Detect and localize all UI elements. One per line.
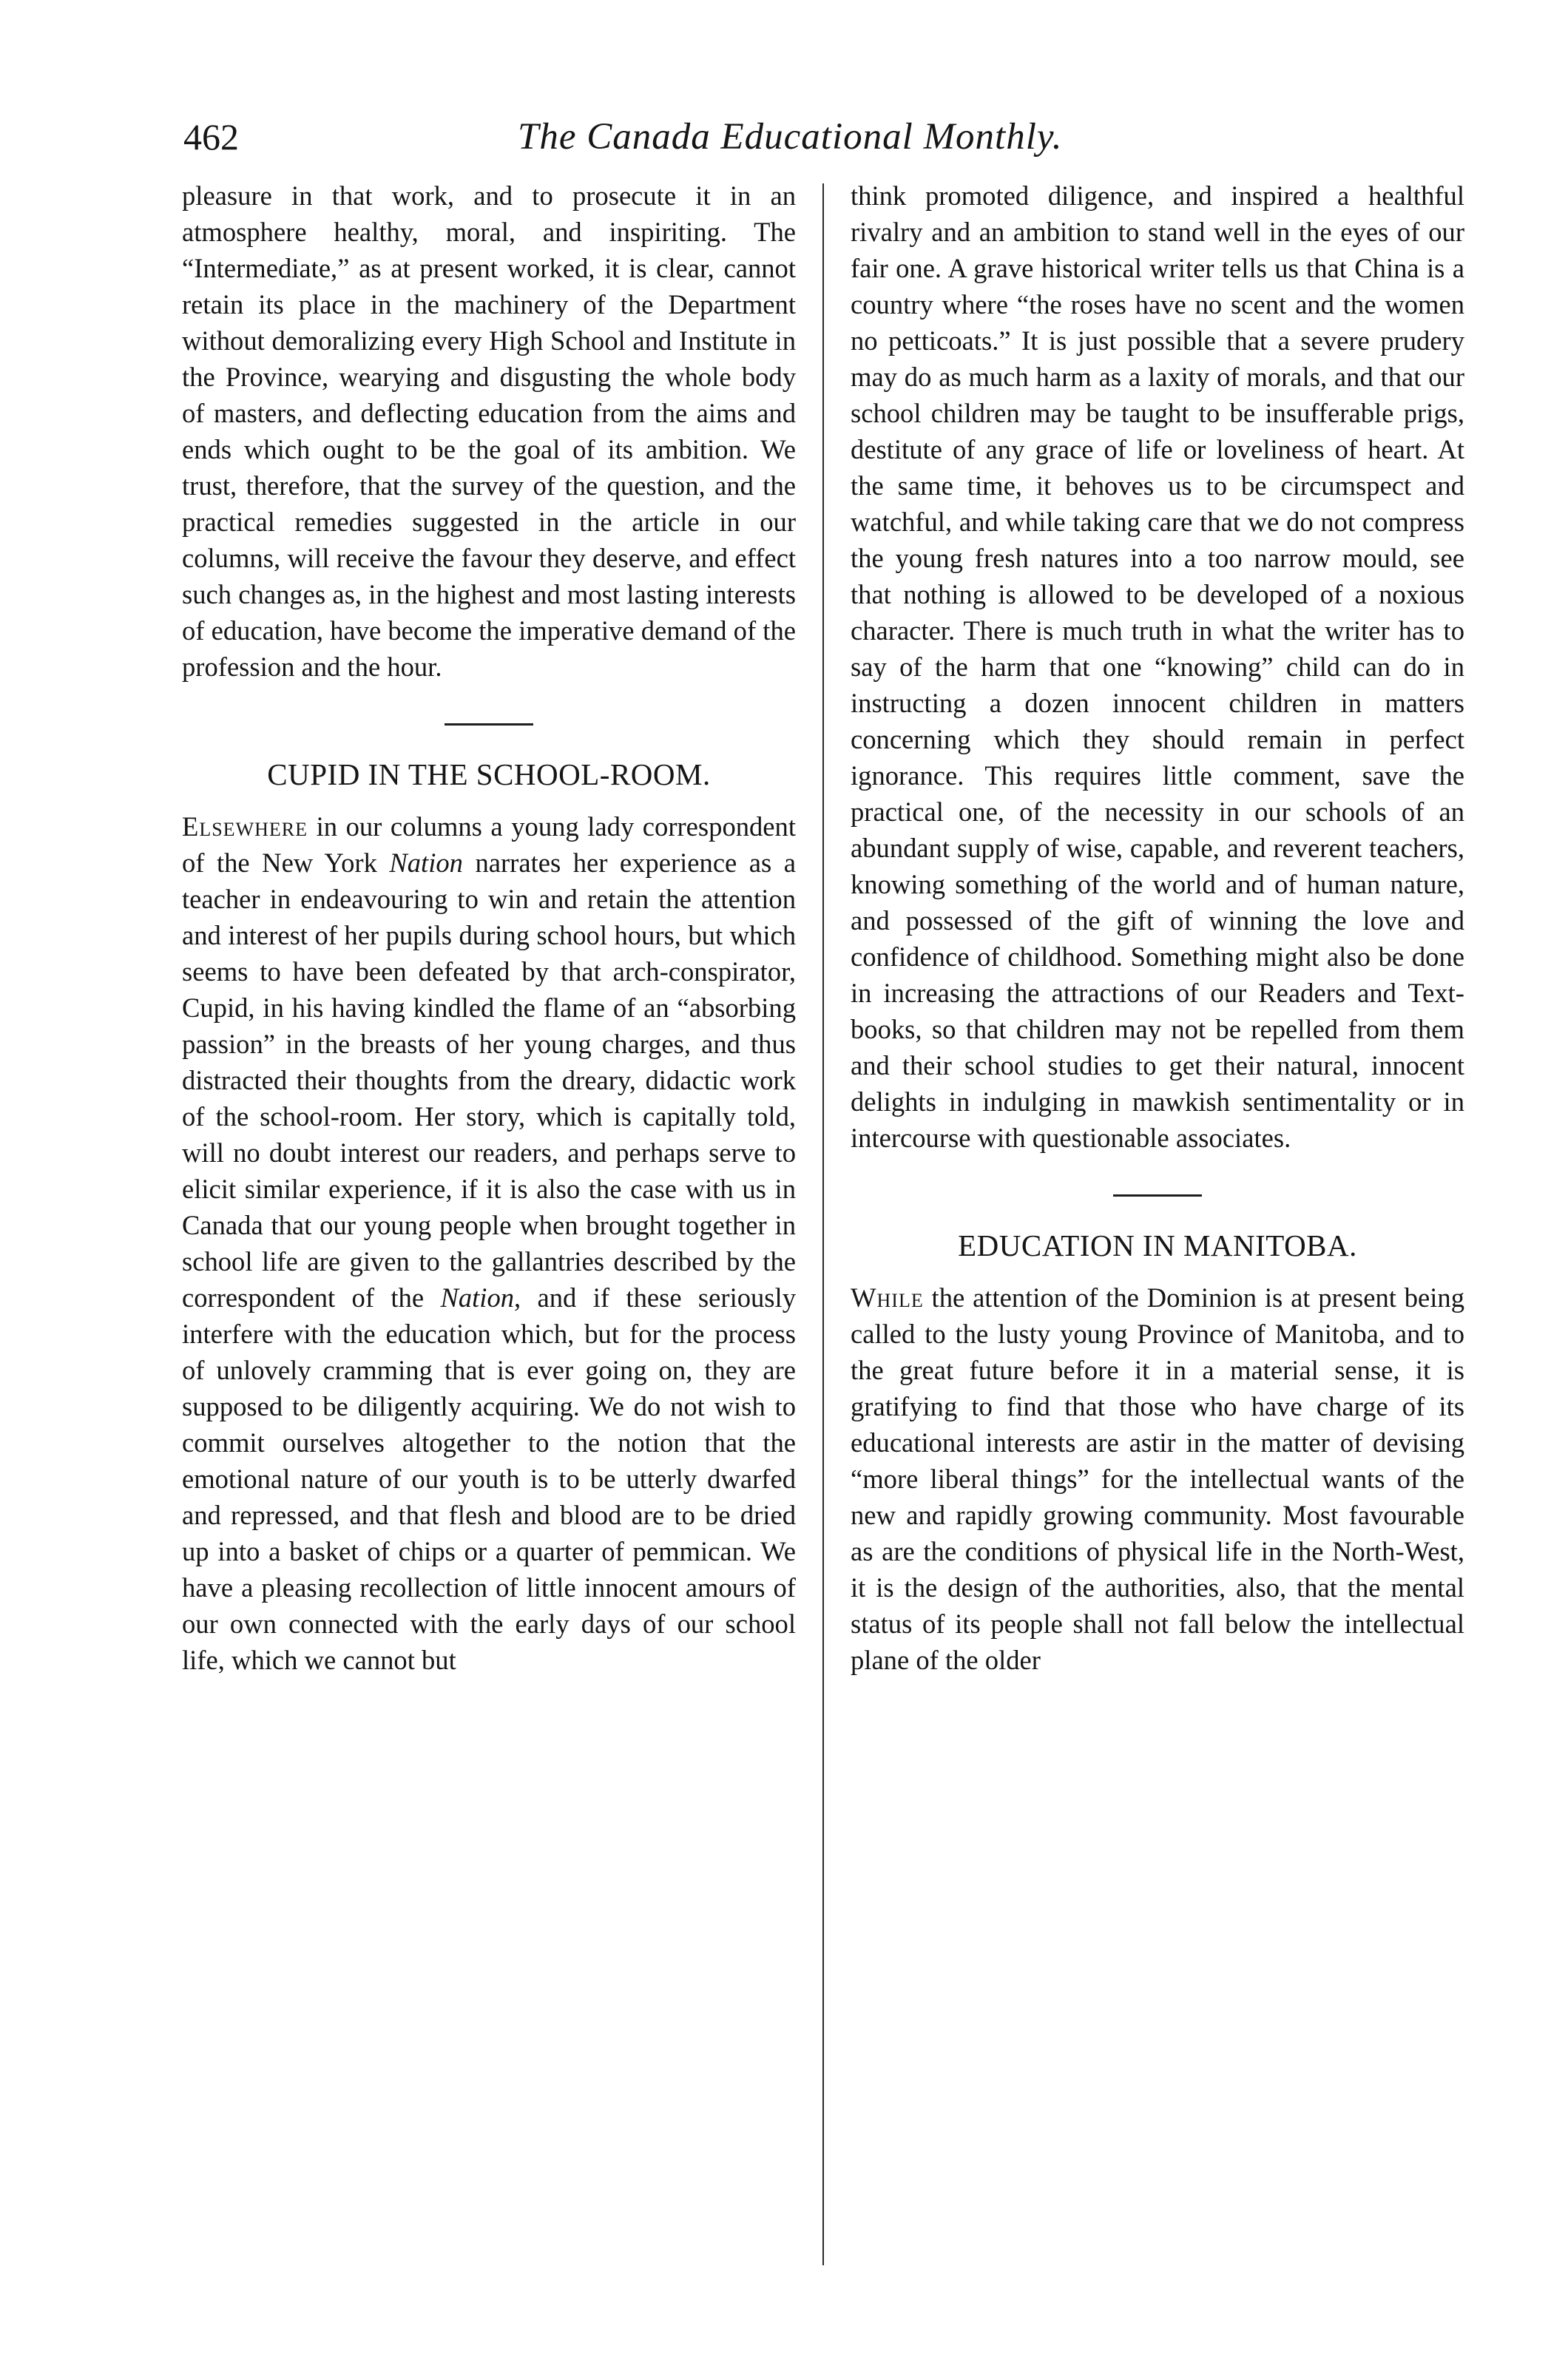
manitoba-section-heading: EDUCATION IN MANITOBA.	[958, 1228, 1357, 1262]
running-head	[183, 111, 1522, 163]
left-column	[182, 177, 796, 1678]
cupid-text-3: , and if these seriously interfere with the education which, but for the process of unlovely cramming that is ever going on, they are supposed to be diligently acquiring. We do not wish to commit ourselves altogether to the notion that the emotional nature of our youth is to be utterly dwarfed and repressed, and that flesh and blood are to be dried up into a basket of chips or a quarter of pemmican. We have a pleasing recollection of little innocent amours of our own connected with the early days of our school life, which we cannot but	[182, 1282, 796, 1675]
section-divider	[1113, 1194, 1202, 1197]
nation-title-1: Nation	[389, 848, 463, 878]
cupid-continued-paragraph: think promoted diligence, and inspired a healthful rivalry and an ambition to stand well in the eyes of our fair one. A grave historical writer tells us that China is a country where “the roses have no scent and the women no petticoats.” It is just possible that a severe prudery may do as much harm as a laxity of morals, and that our school children may be taught to be insufferable prigs, destitute of any grace of life or loveliness of heart. At the same time, it behoves us to be circumspect and watchful, and while taking care that we do not compress the young fresh natures into a too narrow mould, see that nothing is allowed to be developed of a noxious character. There is much truth in what the writer has to say of the harm that one “knowing” child can do in instructing a dozen innocent children in matters concerning which they should remain in perfect ignorance. This requires little comment, save the practical one, of the necessity in our schools of an abundant supply of wise, capable, and reverent teachers, knowing something of the world and of human nature, and possessed of the gift of winning the love and confidence of childhood. Something might also be done in increasing the attractions of our Readers and Text-books, so that children may not be repelled from them and their school studies to get their natural, innocent delights in indulging in mawkish sentimentality or in intercourse with questionable associates.	[851, 180, 1464, 1153]
manitoba-text: the attention of the Dominion is at present being called to the lusty young Province of Manitoba, and to the great future before it in a material sense, it is gratifying to find that those who have charge of its educational interests are astir in the matter of devising “more liberal things” for the intellectual wants of the new and rapidly growing community. Most favourable as are the conditions of physical life in the North-West, it is the design of the authorities, also, that the mental status of its people shall not fall below the intellectual plane of the older	[851, 1282, 1464, 1675]
nation-title-2: Nation	[440, 1282, 515, 1313]
column-divider	[822, 183, 824, 2265]
manitoba-opening-word: While	[851, 1282, 924, 1313]
cupid-section-heading: CUPID IN THE SCHOOL-ROOM.	[267, 757, 711, 791]
cupid-text-1: in our columns a young lady correspondent of the New York	[182, 811, 796, 878]
journal-title: The Canada Educational Monthly.	[518, 116, 1063, 158]
section-divider	[445, 723, 533, 726]
intermediate-paragraph: pleasure in that work, and to prosecute it in an atmosphere healthy, moral, and inspiriting. The “Intermediate,” as at present worked, it is clear, cannot retain its place in the machinery of the Department without demoralizing every High School and Institute in the Province, wearying and disgusting the whole body of masters, and deflecting education from the aims and ends which ought to be the goal of its ambition. We trust, therefore, that the survey of the question, and the practical remedies suggested in the article in our columns, will receive the favour they deserve, and effect such changes as, in the highest and most lasting interests of education, have become the imperative demand of the profession and the hour.	[182, 180, 796, 682]
cupid-text-2: narrates her experience as a teacher in endeavouring to win and retain the attention and interest of her pupils during school hours, but which seems to have been defeated by that arch-conspirator, Cupid, in his having kindled the flame of an “absorbing passion” in the breasts of her young charges, and thus distracted their thoughts from the dreary, didactic work of the school-room. Her story, which is capitally told, will no doubt interest our readers, and perhaps serve to elicit similar experience, if it is also the case with us in Canada that our young people when brought together in school life are given to the gallantries described by the correspondent of the	[182, 848, 796, 1313]
cupid-paragraph	[182, 808, 796, 1678]
page-number: 462	[183, 116, 239, 158]
right-column	[851, 177, 1464, 1678]
cupid-opening-word: Elsewhere	[182, 811, 308, 842]
manitoba-paragraph	[851, 1279, 1464, 1678]
